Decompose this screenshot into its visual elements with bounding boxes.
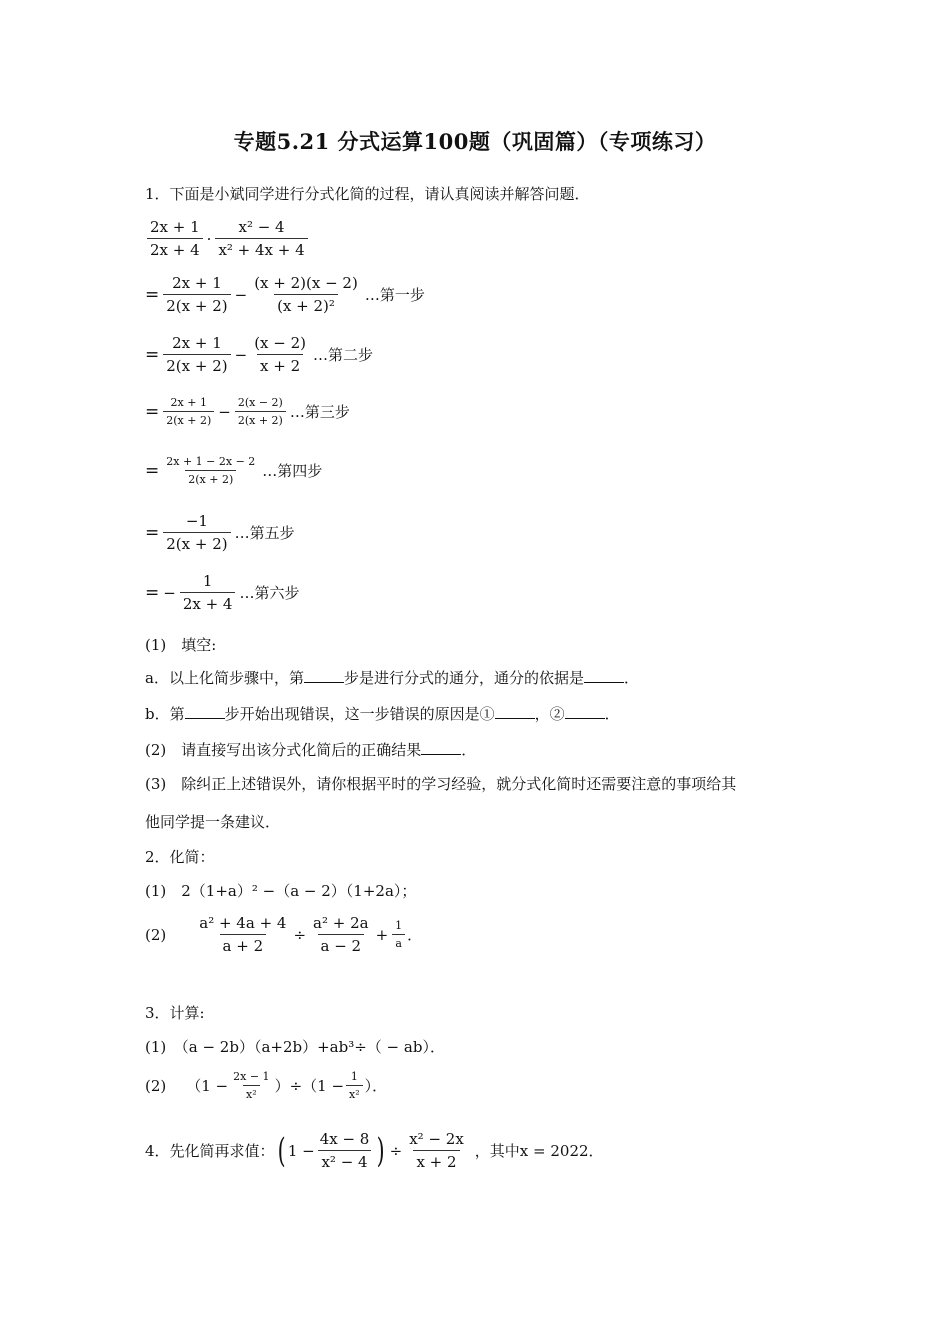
fraction: $\frac{\text{x² − 4}}{\text{x² + 4x + 4}}$ — [215, 218, 307, 259]
step-label: …第二步 — [313, 346, 374, 364]
fraction: $\frac{1}{2x + 4}$ — [180, 572, 236, 613]
answer-blank[interactable] — [185, 703, 225, 719]
fraction: $\frac{2x - 1}{\text{x²}}$ — [233, 1070, 270, 1101]
fraction: $\frac{2x + 1}{2(x + 2)}$ — [163, 274, 230, 315]
fraction: $\frac{\text{x² − 2x}}{x + 2}$ — [409, 1130, 464, 1171]
fraction: $\frac{1}{a}$ — [392, 919, 405, 950]
q3-part-1: (1) （a − 2b）（a+2b）+ab³÷（ − ab）． — [145, 1038, 445, 1056]
q4: 4．先化简再求值： ( 1 − $\frac{4x - 8}{\text{x² − 4}}$ ) ÷ $\frac{\text{x² − 2x}}{x + 2}$ ，其中x = 2022． — [145, 1130, 604, 1171]
q1-intro: 1．下面是小斌同学进行分式化简的过程，请认真阅读并解答问题． — [145, 185, 590, 203]
fraction: $\frac{1}{\text{x²}}$ — [346, 1070, 363, 1101]
fraction: $\frac{2(x - 2)}{2(x + 2)}$ — [235, 396, 286, 427]
q1-step-5: = $\frac{-1}{2(x + 2)}$ …第五步 — [145, 512, 295, 553]
step-label: …第六步 — [239, 584, 300, 602]
q1-part-3-line-1: (3) 除纠正上述错误外，请你根据平时的学习经验，就分式化简时还需要注意的事项给其 — [145, 775, 737, 793]
q3-intro: 3．计算: — [145, 1004, 205, 1022]
fraction: $\frac{(x + 2)(x - 2)}{\text{(x + 2)²}}$ — [254, 274, 358, 315]
step-label: …第一步 — [364, 286, 425, 304]
q1-step-3: = $\frac{2x + 1}{2(x + 2)}$ − $\frac{2(x - 2)}{2(x + 2)}$ …第三步 — [145, 396, 350, 427]
step-label: …第三步 — [289, 403, 350, 421]
q1-part-a: a．以上化简步骤中，第 步是进行分式的通分，通分的依据是 ． — [145, 669, 639, 687]
fraction: $\frac{4x - 8}{\text{x² − 4}}$ — [319, 1130, 370, 1171]
page-title: 专题5.21 分式运算100题（巩固篇）（专项练习） — [233, 129, 717, 154]
q1-part-1: (1) 填空: — [145, 636, 217, 654]
q1-step-4: = $\frac{2x + 1 - 2x - 2}{2(x + 2)}$ …第四步 — [145, 455, 323, 486]
step-label: …第五步 — [234, 524, 295, 542]
answer-blank[interactable] — [421, 739, 461, 755]
fraction: $\frac{(x - 2)}{x + 2}$ — [254, 334, 306, 375]
q1-step-2: = $\frac{2x + 1}{2(x + 2)}$ − $\frac{(x - 2)}{x + 2}$ …第二步 — [145, 334, 374, 375]
answer-blank[interactable] — [495, 703, 535, 719]
q1-step-1: = $\frac{2x + 1}{2(x + 2)}$ − $\frac{(x + 2)(x - 2)}{\text{(x + 2)²}}$ …第一步 — [145, 274, 425, 315]
fraction: $\frac{-1}{2(x + 2)}$ — [163, 512, 230, 553]
fraction: $\frac{\text{a² + 4a + 4}}{a + 2}$ — [199, 914, 287, 955]
q1-step-6: = − $\frac{1}{2x + 4}$ …第六步 — [145, 572, 300, 613]
q1-part-3-line-2: 他同学提一条建议． — [145, 813, 281, 831]
q2-intro: 2．化简： — [145, 848, 215, 866]
fraction: $\frac{2x + 1 - 2x - 2}{2(x + 2)}$ — [166, 455, 256, 486]
fraction: $\frac{\text{a² + 2a}}{a - 2}$ — [313, 914, 369, 955]
q1-part-2: (2) 请直接写出该分式化简后的正确结果 ． — [145, 741, 477, 759]
fraction: $\frac{2x + 1}{2x + 4}$ — [147, 218, 203, 259]
answer-blank[interactable] — [304, 667, 344, 683]
q2-part-1: (1) 2（1+a）² −（a − 2）（1+2a）； — [145, 882, 417, 900]
q1-part-b: b．第 步开始出现错误，这一步错误的原因是① ，② ． — [145, 705, 620, 723]
answer-blank[interactable] — [584, 667, 624, 683]
step-label: …第四步 — [262, 462, 323, 480]
q3-part-2: (2) （1 − $\frac{2x - 1}{\text{x²}}$ ）÷（1 − $\frac{1}{\text{x²}}$ ）． — [145, 1070, 388, 1101]
q1-expression: $\frac{2x + 1}{2x + 4}$ · $\frac{\text{x² − 4}}{\text{x² + 4x + 4}}$ — [145, 218, 310, 259]
answer-blank[interactable] — [565, 703, 605, 719]
fraction: $\frac{2x + 1}{2(x + 2)}$ — [163, 334, 230, 375]
fraction: $\frac{2x + 1}{2(x + 2)}$ — [163, 396, 214, 427]
q2-part-2: (2) $\frac{\text{a² + 4a + 4}}{a + 2}$ ÷ $\frac{\text{a² + 2a}}{a - 2}$ + $\frac{1}{a}$ ． — [145, 914, 423, 955]
